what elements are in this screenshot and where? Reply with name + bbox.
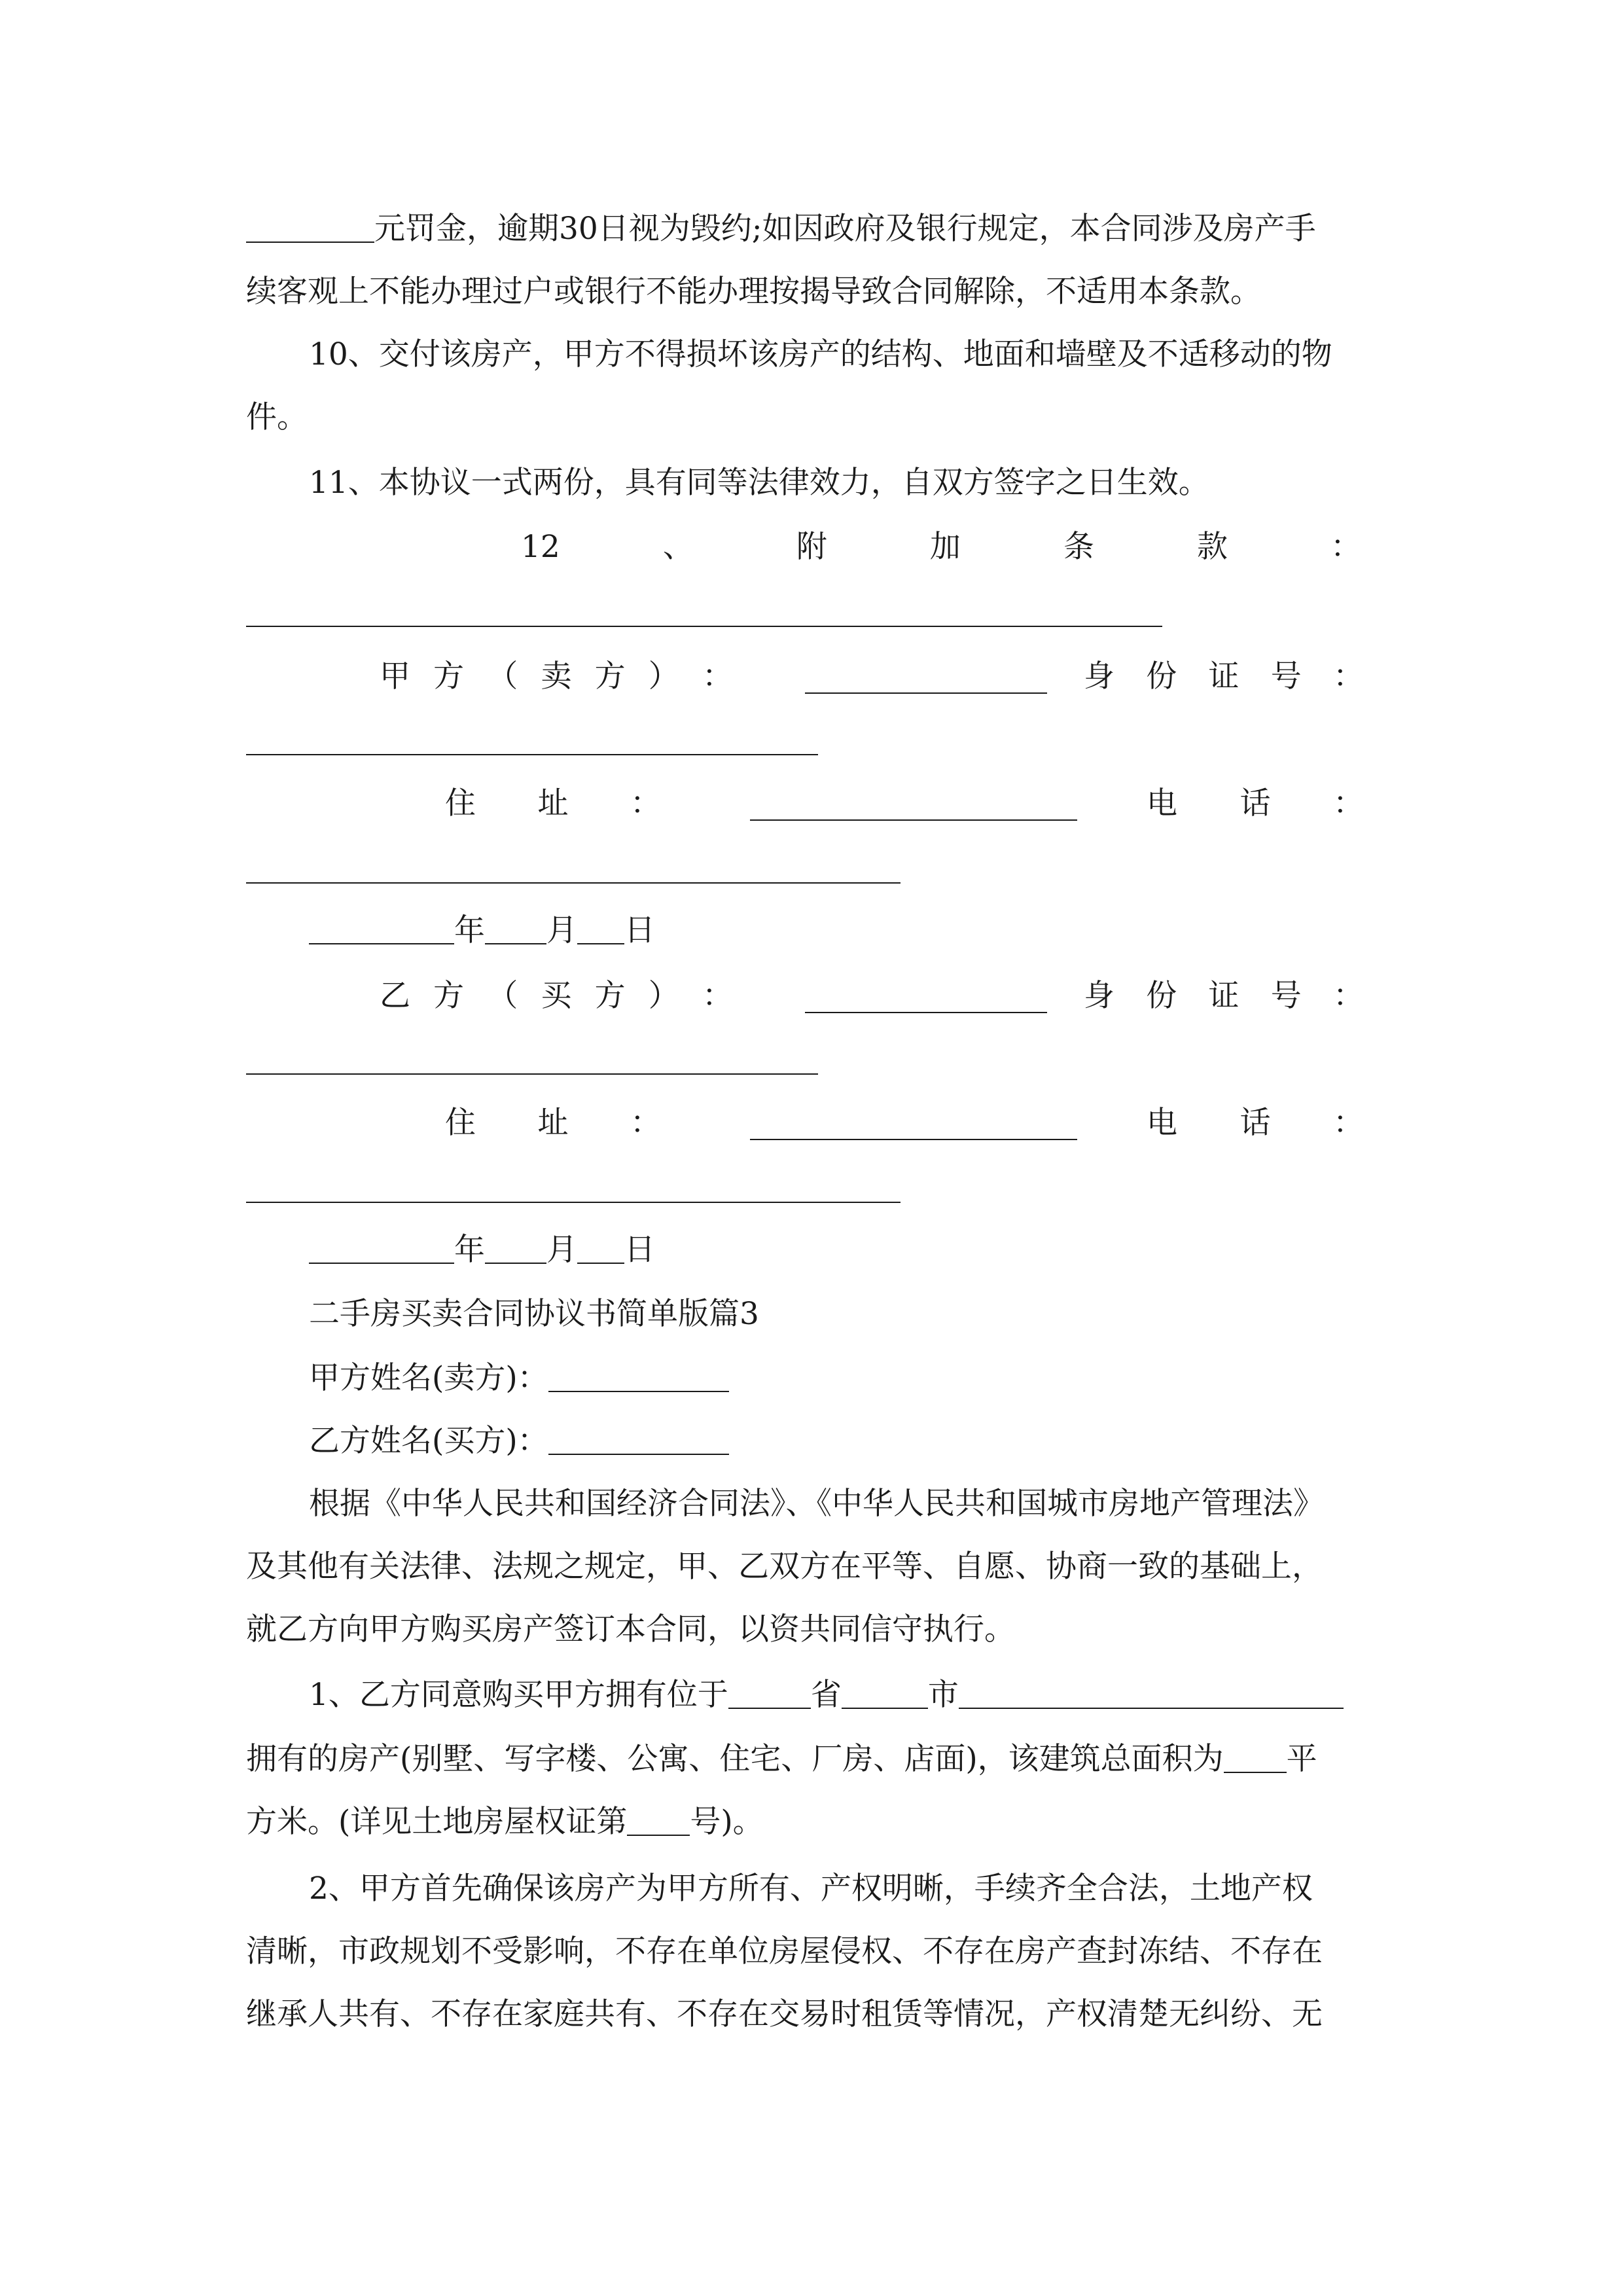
city-blank[interactable] <box>842 1674 928 1709</box>
party-a-month-blank[interactable] <box>485 909 546 944</box>
clause-2-line-1: 2、甲方首先确保该房产为甲方所有、产权明晰，手续齐全合法，土地产权 <box>309 1871 1313 1907</box>
clause-1-line-3: 方米。(详见土地房屋权证第 号)。 <box>246 1791 1385 1854</box>
party-b-id-label: 身 份 证 号 ： <box>1084 978 1364 1014</box>
section-3-title: 二手房买卖合同协议书简单版篇3 <box>309 1296 759 1332</box>
party-a-date: 年 月 日 <box>309 899 1385 962</box>
clause-2-line-2: 清晰，市政规划不受影响，不存在单位房屋侵权、不存在房产查封冻结、不存在 <box>246 1933 1323 1969</box>
intro-line-2: 及其他有关法律、法规之规定，甲、乙双方在平等、自愿、协商一致的基础上， <box>246 1549 1323 1585</box>
party-b-address-row <box>445 1092 1364 1155</box>
clause-12-heading: 12 、 附 加 条 款 ： <box>521 529 1361 565</box>
party-b-phone-line[interactable] <box>246 1202 901 1203</box>
party-a-id-label: 身 份 证 号 ： <box>1084 658 1364 694</box>
party-a-address-row <box>445 772 1364 835</box>
party-b-id-line[interactable] <box>246 1073 818 1075</box>
intro-line-1: 根据《中华人民共和国经济合同法》、《中华人民共和国城市房地产管理法》 <box>309 1486 1324 1522</box>
area-blank[interactable] <box>1224 1738 1287 1773</box>
location-blank[interactable] <box>959 1674 1344 1709</box>
party-b-year-blank[interactable] <box>309 1229 454 1264</box>
seller-name-row: 甲方姓名(卖方)： <box>309 1347 1385 1410</box>
party-b-name-blank[interactable] <box>805 978 1047 1013</box>
seller-name-blank[interactable] <box>548 1357 729 1392</box>
party-a-phone-line[interactable] <box>246 882 901 884</box>
party-b-month-blank[interactable] <box>485 1229 546 1264</box>
party-a-address-label: 住 址 ： <box>445 785 661 821</box>
prev-clause-line-1: 元罚金，逾期30日视为毁约;如因政府及银行规定，本合同涉及房产手 <box>246 198 1385 260</box>
province-blank[interactable] <box>728 1674 811 1709</box>
party-a-id-line[interactable] <box>246 754 818 755</box>
fine-amount-blank[interactable] <box>246 207 374 243</box>
party-a-address-blank[interactable] <box>750 785 1077 821</box>
party-a-row <box>380 645 1364 708</box>
clause-1-line-2: 拥有的房产(别墅、写字楼、公寓、住宅、厂房、店面)，该建筑总面积为 平 <box>246 1728 1385 1791</box>
clause-2-line-3: 继承人共有、不存在家庭共有、不存在交易时租赁等情况，产权清楚无纠纷、无 <box>246 1996 1323 2032</box>
party-b-date: 年 月 日 <box>309 1219 1385 1282</box>
clause-10-line-2: 件。 <box>246 399 308 435</box>
party-b-row <box>380 965 1364 1028</box>
clause-1-line-1: 1、乙方同意购买甲方拥有位于 省 市 <box>309 1664 1385 1727</box>
clause-11: 11、本协议一式两份，具有同等法律效力，自双方签字之日生效。 <box>309 465 1209 501</box>
party-a-phone-label: 电 话 ： <box>1147 785 1364 821</box>
party-b-address-blank[interactable] <box>750 1105 1077 1140</box>
party-b-phone-label: 电 话 ： <box>1147 1105 1364 1141</box>
certificate-number-blank[interactable] <box>627 1801 690 1836</box>
additional-terms-line[interactable] <box>246 626 1162 627</box>
prev-clause-line-2: 续客观上不能办理过户或银行不能办理按揭导致合同解除，不适用本条款。 <box>246 274 1261 310</box>
party-a-name-blank[interactable] <box>805 658 1047 694</box>
party-b-day-blank[interactable] <box>577 1229 624 1264</box>
buyer-name-row: 乙方姓名(买方)： <box>309 1410 1385 1473</box>
clause-10-line-1: 10、交付该房产，甲方不得损坏该房产的结构、地面和墙壁及不适移动的物 <box>309 336 1332 372</box>
party-a-day-blank[interactable] <box>577 909 624 944</box>
party-a-year-blank[interactable] <box>309 909 454 944</box>
party-b-label: 乙 方 （ 买 方 ） ： <box>380 978 733 1014</box>
party-a-label: 甲 方 （ 卖 方 ） ： <box>380 658 733 694</box>
buyer-name-blank[interactable] <box>548 1420 729 1455</box>
intro-line-3: 就乙方向甲方购买房产签订本合同，以资共同信守执行。 <box>246 1611 1015 1647</box>
party-b-address-label: 住 址 ： <box>445 1105 661 1141</box>
